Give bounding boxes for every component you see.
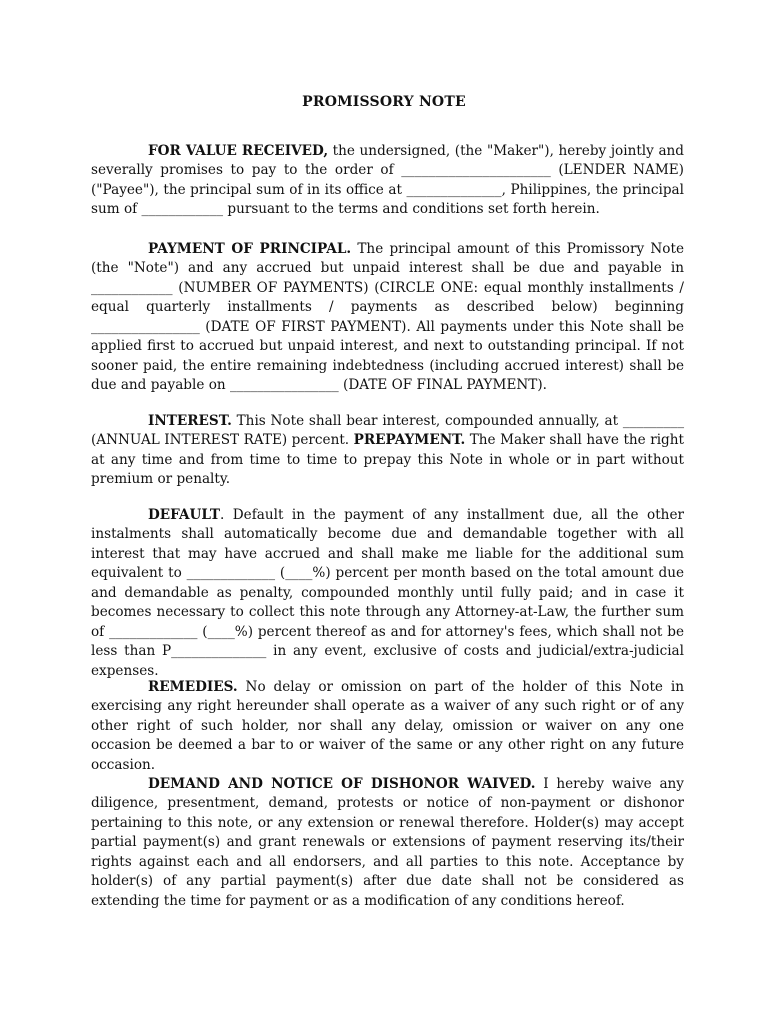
- paragraph-text: I hereby waive any diligence, presentment, demand, protests or notice of non-payment or dishonor pertaining to this note, or any extension or renewal therefore. Holder(s) may accept partial payment(s) and grant renewals or extensions of payment reserving its/their rights against each and all endorsers, and all parties to this note. Acceptance by holder(s) of any partial payment(s) after due date shall not be considered as extending the time for payment or as a modification of any conditions hereof.: [91, 775, 684, 909]
- paragraph-demand-and-notice: [91, 775, 684, 912]
- paragraph-heading: FOR VALUE RECEIVED,: [148, 142, 329, 159]
- paragraph-heading: DEFAULT: [148, 506, 220, 523]
- paragraph-default: [91, 506, 684, 682]
- paragraph-text: the undersigned, (the "Maker"), hereby jointly and severally promises to pay to the order of ______________________ (LENDER NAME) ("Payee"), the principal sum of in its office at ______________, Philippines, the principal sum of ____________ pursuant to the terms and conditions set forth herein.: [91, 142, 685, 218]
- paragraph-heading: DEMAND AND NOTICE OF DISHONOR WAIVED.: [148, 775, 536, 792]
- document-title: PROMISSORY NOTE: [302, 94, 466, 110]
- paragraph-text: . Default in the payment of any installment due, all the other instalments shall automatically become due and demandable together with all interest that may have accrued and shall make me liable for the additional sum equivalent to _____________ (____%) percent per month based on the total amount due and demandable as penalty, compounded monthly until fully paid; and in case it becomes necessary to collect this note through any Attorney-at-Law, the further sum of _____________ (____%) percent thereof as and for attorney's fees, which shall not be less than P______________ in any event, exclusive of costs and judicial/extra-judicial expenses.: [91, 506, 684, 679]
- paragraph-text: No delay or omission on part of the holder of this Note in exercising any right hereunder shall operate as a waiver of any such right or of any other right of such holder, nor shall any delay, omission or waiver on any one occasion be deemed a bar to or waiver of the same or any other right on any future occasion.: [91, 678, 684, 773]
- paragraph-remedies: [91, 678, 684, 776]
- paragraph-heading-prepayment: PREPAYMENT.: [353, 432, 466, 449]
- paragraph-text: This Note shall bear interest, compounded annually, at _________ (ANNUAL INTEREST RATE) percent.: [91, 412, 684, 449]
- paragraph-text-prepayment: The Maker shall have the right at any time and from time to time to prepay this Note in whole or in part without premium or penalty.: [91, 432, 684, 488]
- paragraph-for-value-received: [91, 142, 684, 220]
- paragraph-interest: [91, 412, 684, 490]
- paragraph-heading: PAYMENT OF PRINCIPAL.: [148, 240, 352, 257]
- paragraph-heading: REMEDIES.: [148, 678, 238, 695]
- paragraph-payment-of-principal: [91, 240, 684, 396]
- paragraph-text: The principal amount of this Promissory Note (the "Note") and any accrued but unpaid interest shall be due and payable in ____________ (NUMBER OF PAYMENTS) (CIRCLE ONE: equal monthly installments / equal quarterly installments / payments as described below) beginning ________________ (DATE OF FIRST PAYMENT). All payments under this Note shall be applied first to accrued but unpaid interest, and next to outstanding principal. If not sooner paid, the entire remaining indebtedness (including accrued interest) shall be due and payable on ________________ (DATE OF FINAL PAYMENT).: [91, 240, 684, 394]
- paragraph-heading: INTEREST.: [148, 412, 232, 429]
